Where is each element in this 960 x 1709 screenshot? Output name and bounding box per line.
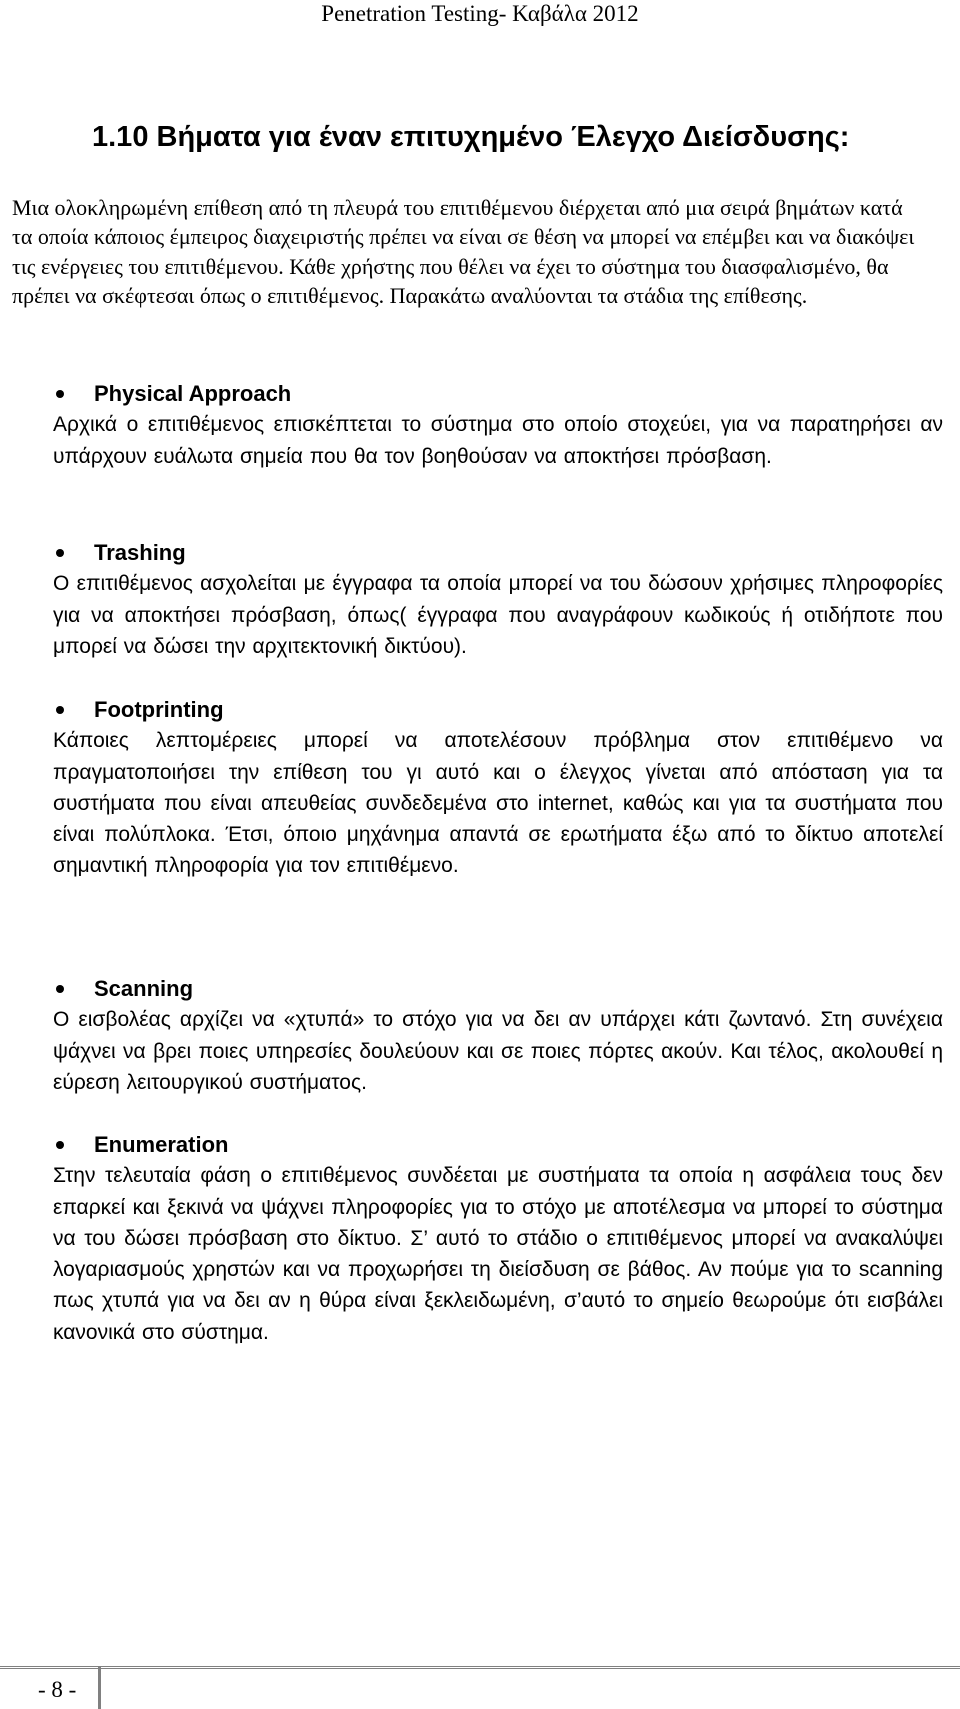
- bullet-icon: [56, 706, 64, 714]
- bullet-text: Ο εισβολέας αρχίζει να «χτυπά» το στόχο για να δει αν υπάρχει κάτι ζωντανό. Στη συνέχεια ψάχνει να βρει ποιες υπηρεσίες δουλεύουν και σε ποιες πόρτες ακούν. Και τέλος, ακολουθεί η εύρεση λειτουργικού συστήματος.: [53, 1008, 943, 1094]
- bullet-heading: Trashing: [94, 540, 186, 565]
- bullet-footprinting: [53, 694, 943, 882]
- footer-vertical-divider: [98, 1666, 101, 1709]
- bullet-text: Στην τελευταία φάση ο επιτιθέμενος συνδέεται με συστήματα τα οποία η ασφάλεια τους δεν επαρκεί και ξεκινά να ψάχνει πληροφορίες για το στόχο με αποτέλεσμα να μπορεί το σύστημα να του δώσει πρόσβαση στο δίκτυο. Σ’ αυτό το στάδιο ο επιτιθέμενος μπορεί να ανακαλύψει λογαριασμούς χρηστών και να προχωρήσει τη διείσδυση σε βάθος. Αν πούμε για το scanning πως χτυπά για να δει αν η θύρα είναι ξεκλειδωμένη, σ’αυτό το σημείο θεωρούμε ότι εισβάλει κανονικά στο σύστημα.: [53, 1164, 943, 1344]
- bullet-heading: Physical Approach: [94, 381, 292, 406]
- bullet-icon: [56, 985, 64, 993]
- bullet-text: Ο επιτιθέμενος ασχολείται με έγγραφα τα οποία μπορεί να του δώσουν χρήσιμες πληροφορίες για να αποκτήσει πρόσβαση, όπως( έγγραφα που αναγράφουν κωδικούς ή οτιδήποτε που μπορεί να δώσει την αρχιτεκτονική δικτύου).: [53, 572, 943, 658]
- bullet-icon: [56, 549, 64, 557]
- bullet-trashing: [53, 537, 943, 662]
- bullet-text: Αρχικά ο επιτιθέμενος επισκέπτεται το σύστημα στο οποίο στοχεύει, για να παρατηρήσει αν υπάρχουν ευάλωτα σημεία που θα τον βοηθούσαν να αποκτήσει πρόσβαση.: [53, 413, 943, 468]
- bullet-text: Κάποιες λεπτομέρειες μπορεί να αποτελέσουν πρόβλημα στον επιτιθέμενο να πραγματοποιήσει την επίθεση του γι αυτό και ο έλεγχος γίνεται από απόσταση για τα συστήματα που είναι απευθείας συνδεδεμένα στο internet, καθώς και για τα συστήματα που είναι πολύπλοκα. Έτσι, όποιο μηχάνημα απαντά σε ερωτήματα έξω από το δίκτυο αποτελεί σημαντική πληροφορία για τον επιτιθέμενο.: [53, 729, 943, 878]
- bullet-physical-approach: [53, 378, 943, 472]
- bullet-icon: [56, 390, 64, 398]
- bullet-enumeration: [53, 1129, 943, 1348]
- bullet-scanning: [53, 973, 943, 1098]
- running-header: Penetration Testing- Καβάλα 2012: [321, 1, 639, 26]
- section-title: 1.10 Βήματα για έναν επιτυχημένο Έλεγχο Διείσδυσης:: [92, 121, 850, 153]
- page-number: - 8 -: [38, 1677, 77, 1702]
- bullet-heading: Footprinting: [94, 697, 224, 722]
- bullet-heading: Enumeration: [94, 1132, 229, 1157]
- bullet-heading: Scanning: [94, 976, 194, 1001]
- bullet-icon: [56, 1141, 64, 1149]
- intro-paragraph: Μια ολοκληρωμένη επίθεση από τη πλευρά του επιτιθέμενου διέρχεται από μια σειρά βημάτων κατά τα οποία κάποιος έμπειρος διαχειριστής πρέπει να είναι σε θέση να μπορεί να επέμβει και να διακόψει τις ενέργειες του επιτιθέμενου. Κάθε χρήστης που θέλει να έχει το σύστημα του διασφαλισμένο, θα πρέπει να σκέφτεσαι όπως ο επιτιθέμενος. Παρακάτω αναλύονται τα στάδια της επίθεσης.: [12, 195, 915, 308]
- footer-divider: [0, 1666, 960, 1669]
